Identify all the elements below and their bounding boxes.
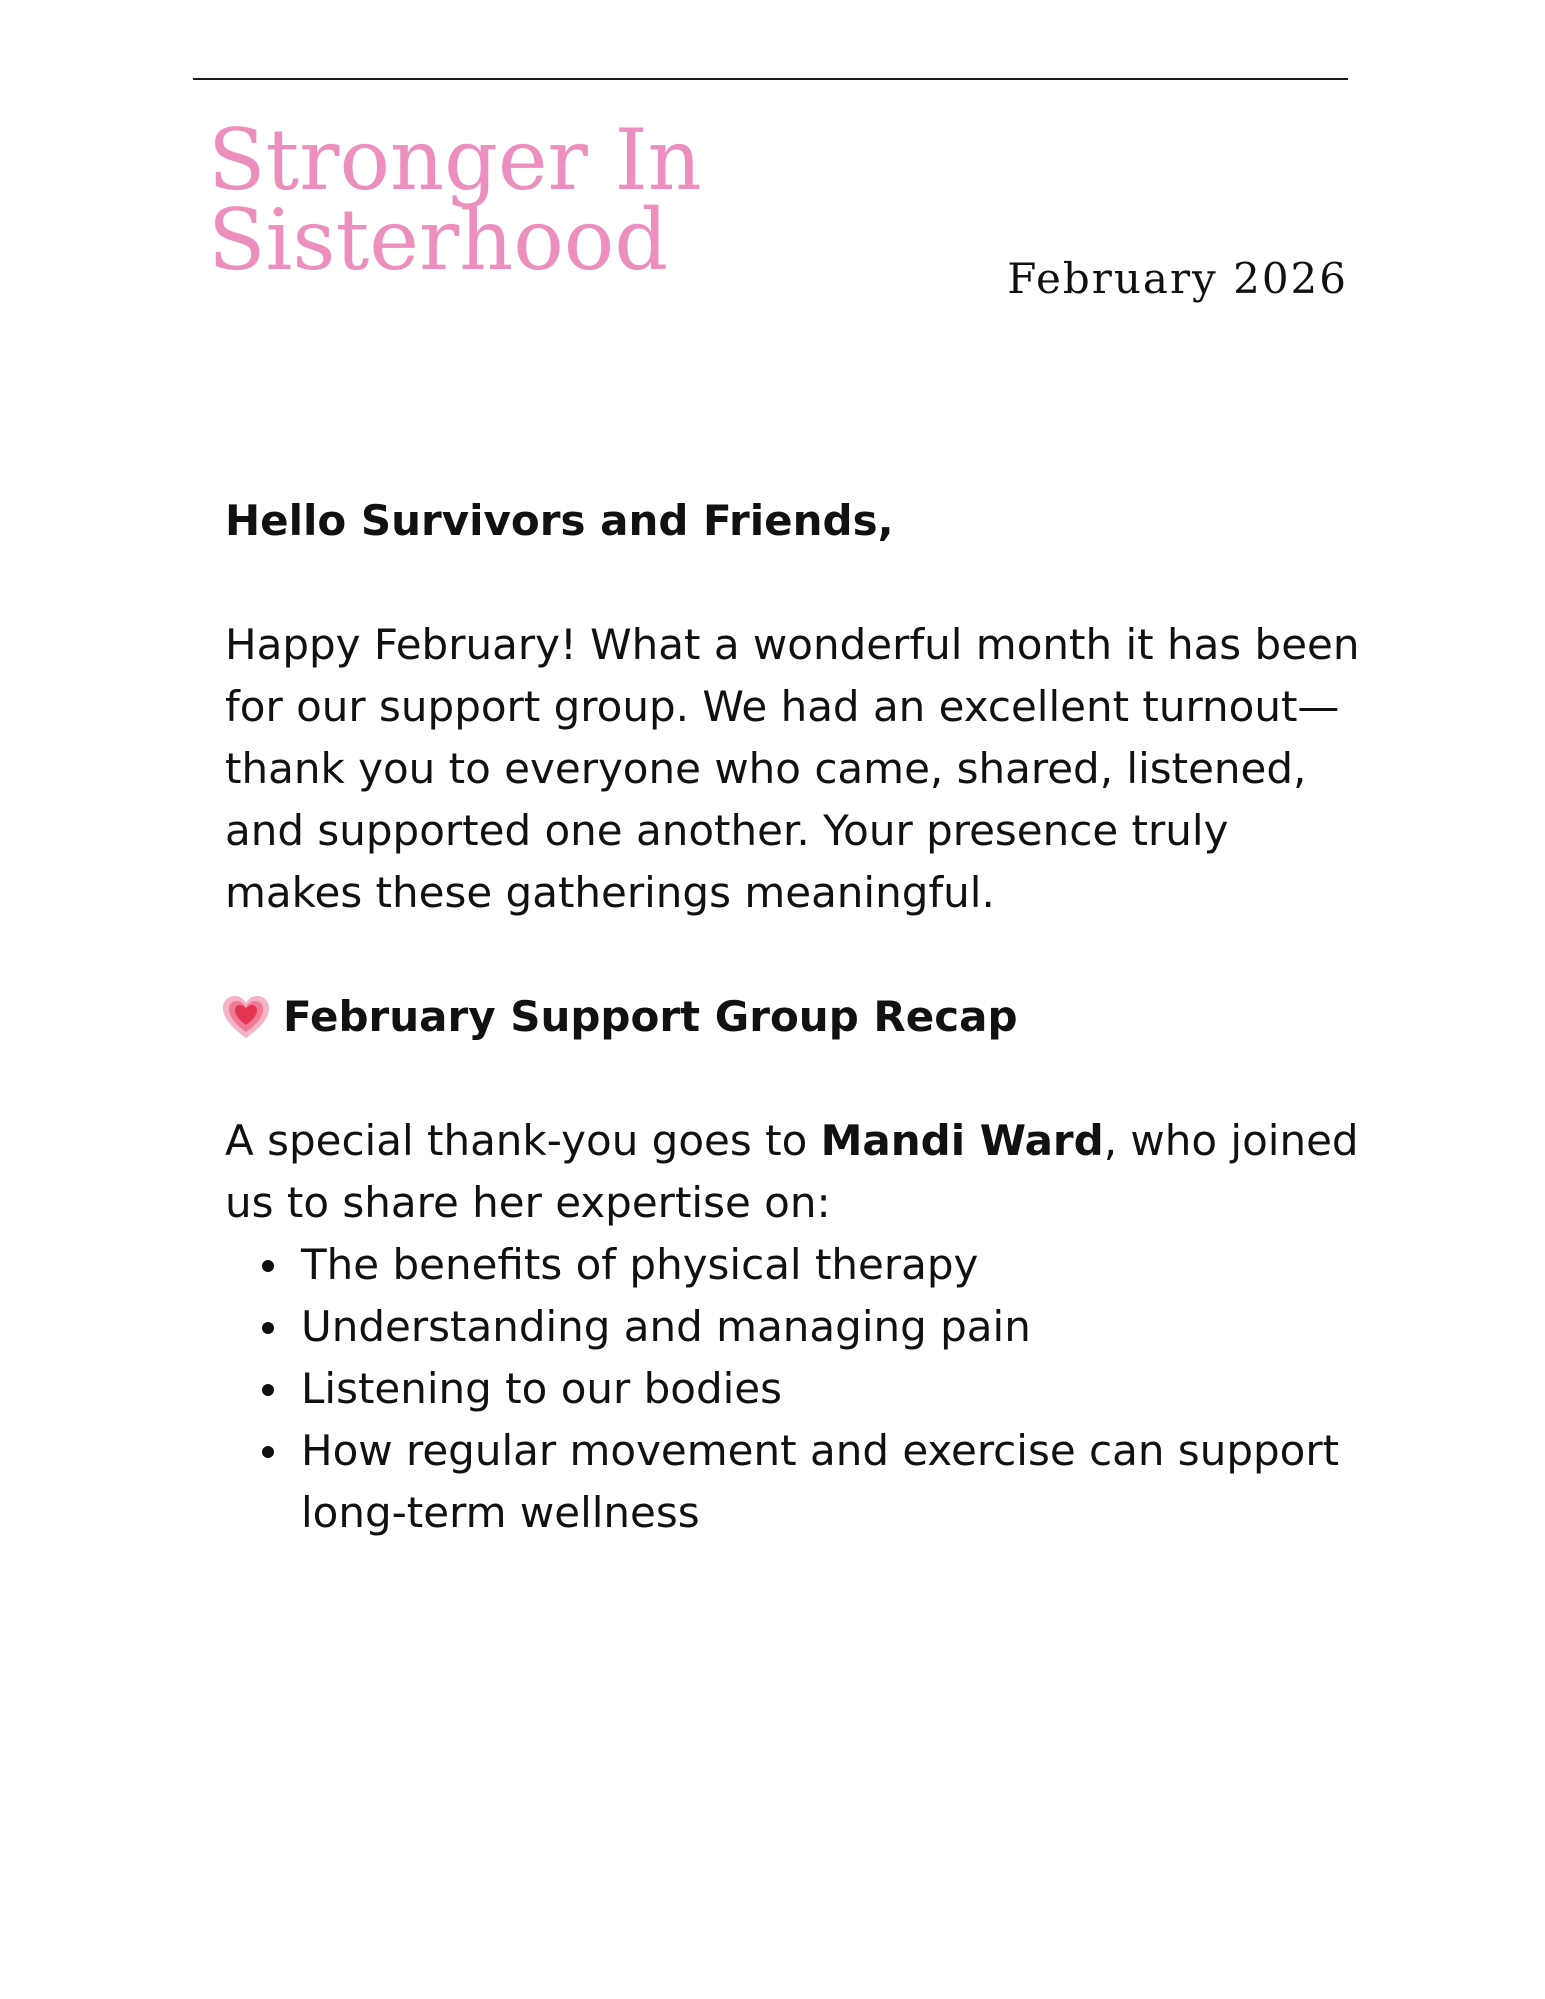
thanks-paragraph [225, 1110, 1375, 1234]
section-heading [221, 986, 1375, 1048]
list-item: Listening to our bodies [225, 1358, 1375, 1420]
heart-icon [221, 994, 271, 1040]
speaker-name: Mandi Ward [820, 1116, 1104, 1165]
newsletter-title [208, 111, 702, 289]
newsletter-body [225, 490, 1375, 1544]
section-heading-text: February Support Group Recap [283, 992, 1018, 1041]
list-item: How regular movement and exercise can support long-term wellness [225, 1420, 1375, 1544]
thanks-suffix: , who joined us to share her expertise on: [225, 1116, 1359, 1227]
greeting: Hello Survivors and Friends, [225, 496, 894, 545]
thanks-prefix: A special thank-you goes to [225, 1116, 821, 1165]
top-divider [193, 78, 1348, 80]
title-line-1: Stronger In [208, 111, 702, 209]
title-line-2: Sisterhood [208, 191, 669, 289]
list-item: The benefits of physical therapy [225, 1234, 1375, 1296]
issue-date: February 2026 [1007, 254, 1348, 303]
list-item: Understanding and managing pain [225, 1296, 1375, 1358]
topics-list [225, 1234, 1375, 1544]
intro-paragraph: Happy February! What a wonderful month it has been for our support group. We had an excellent turnout—thank you to everyone who came, shared, listened, and supported one another. Your presence truly makes these gatherings meaningful. [225, 620, 1360, 917]
